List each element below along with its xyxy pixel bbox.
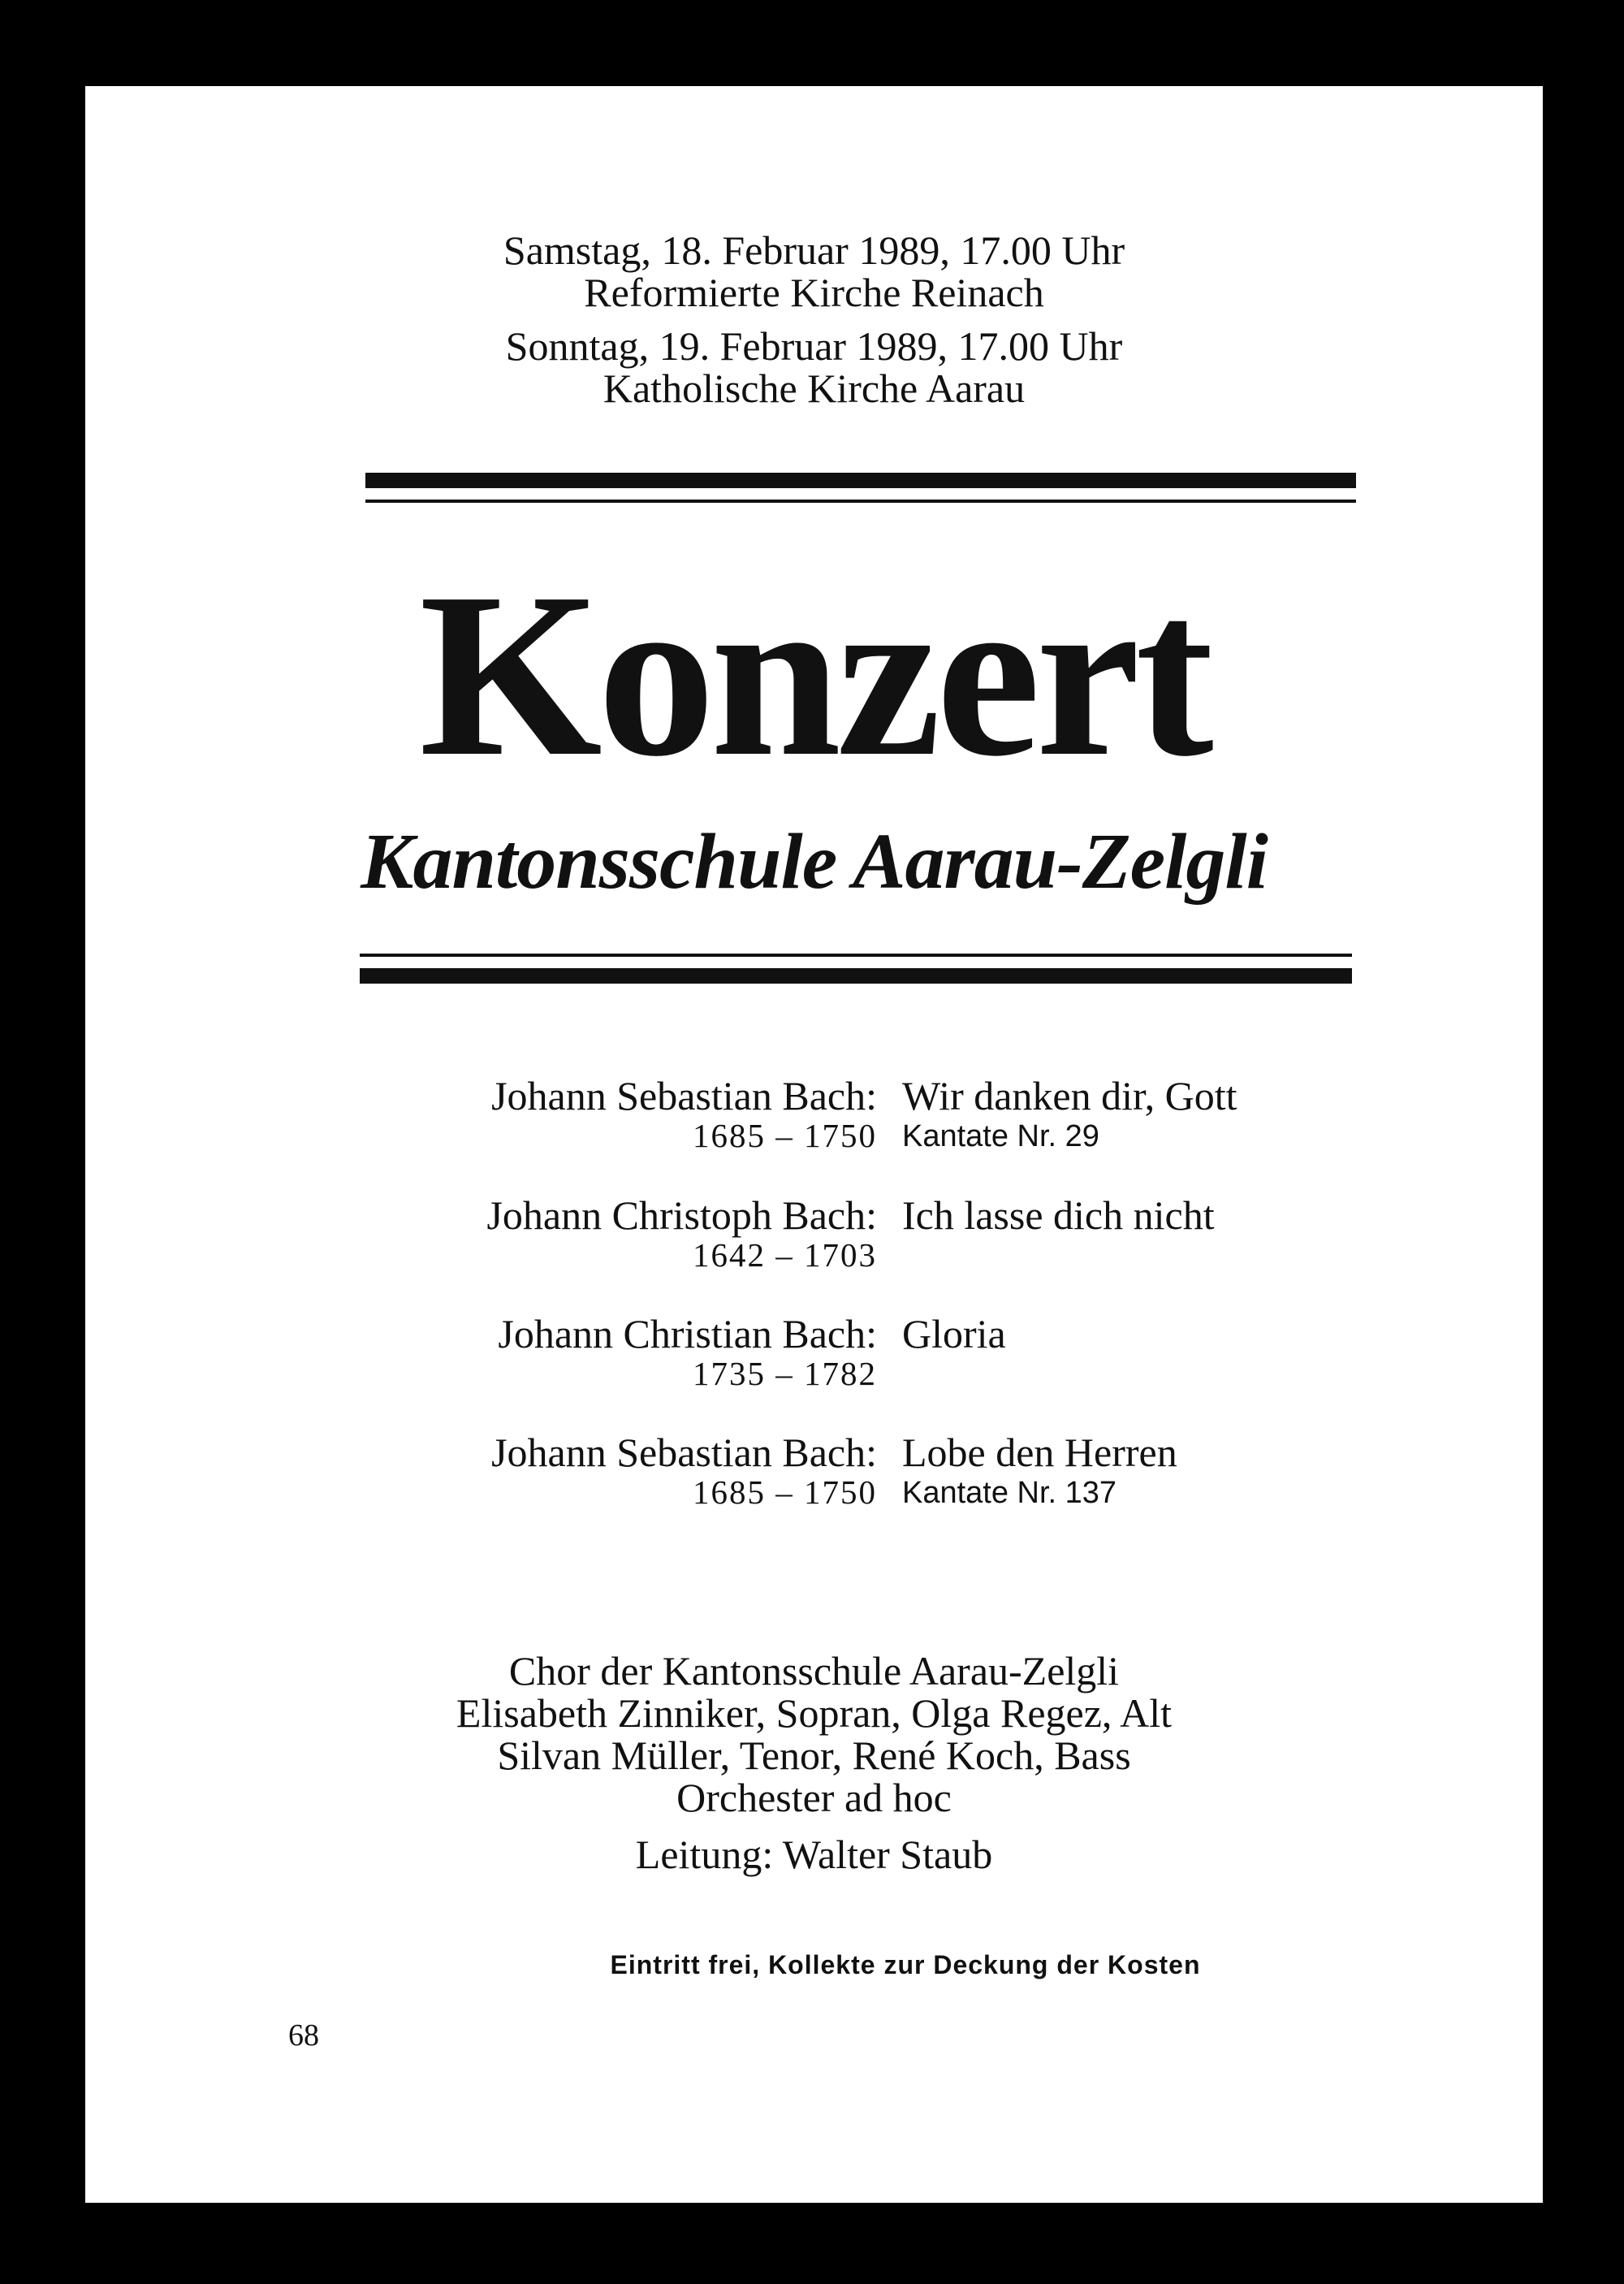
orchestra-line: Orchester ad hoc — [676, 1775, 952, 1820]
work-title: Ich lasse dich nicht — [902, 1192, 1215, 1238]
page-number: 68 — [288, 2018, 319, 2053]
work-title: Gloria — [902, 1311, 1006, 1356]
composer-years: 1735 – 1782 — [693, 1355, 877, 1392]
top-thick-rule — [365, 473, 1356, 488]
date-line-1: Samstag, 18. Februar 1989, 17.00 Uhr — [503, 227, 1125, 273]
composer-name: Johann Christoph Bach: — [486, 1192, 877, 1238]
credits-block — [85, 1650, 1543, 1875]
composer-name: Johann Sebastian Bach: — [491, 1073, 877, 1118]
top-thin-rule — [365, 500, 1356, 503]
admission-note: Eintritt frei, Kollekte zur Deckung der Kosten — [610, 1950, 1201, 1979]
composer-name: Johann Sebastian Bach: — [491, 1430, 877, 1475]
program-item — [85, 1430, 1543, 1519]
program-item — [85, 1311, 1543, 1400]
composer-years: 1685 – 1750 — [693, 1117, 877, 1154]
title-konzert: Konzert — [419, 544, 1209, 805]
bottom-thin-rule — [360, 954, 1352, 957]
document-page — [85, 86, 1543, 2203]
date-line-2: Sonntag, 19. Februar 1989, 17.00 Uhr — [505, 323, 1123, 369]
soloists-line-2: Silvan Müller, Tenor, René Koch, Bass — [497, 1732, 1131, 1778]
date-block — [85, 229, 1543, 409]
venue-line-2: Katholische Kirche Aarau — [603, 366, 1026, 411]
composer-name: Johann Christian Bach: — [498, 1311, 877, 1356]
bottom-thick-rule — [360, 968, 1352, 984]
choir-line: Chor der Kantonsschule Aarau-Zelgli — [508, 1648, 1120, 1694]
program-item — [85, 1073, 1543, 1162]
composer-years: 1642 – 1703 — [693, 1236, 877, 1274]
work-title: Lobe den Herren — [902, 1430, 1177, 1475]
conductor-line: Leitung: Walter Staub — [635, 1832, 993, 1877]
work-subtitle: Kantate Nr. 137 — [902, 1476, 1117, 1510]
title-school: Kantonsschule Aarau-Zelgli — [361, 818, 1268, 906]
venue-line-1: Reformierte Kirche Reinach — [584, 270, 1044, 315]
work-subtitle: Kantate Nr. 29 — [902, 1119, 1099, 1153]
work-title: Wir danken dir, Gott — [902, 1073, 1237, 1118]
program-item — [85, 1192, 1543, 1282]
composer-years: 1685 – 1750 — [693, 1473, 877, 1511]
soloists-line-1: Elisabeth Zinniker, Sopran, Olga Regez, Alt — [456, 1690, 1173, 1736]
